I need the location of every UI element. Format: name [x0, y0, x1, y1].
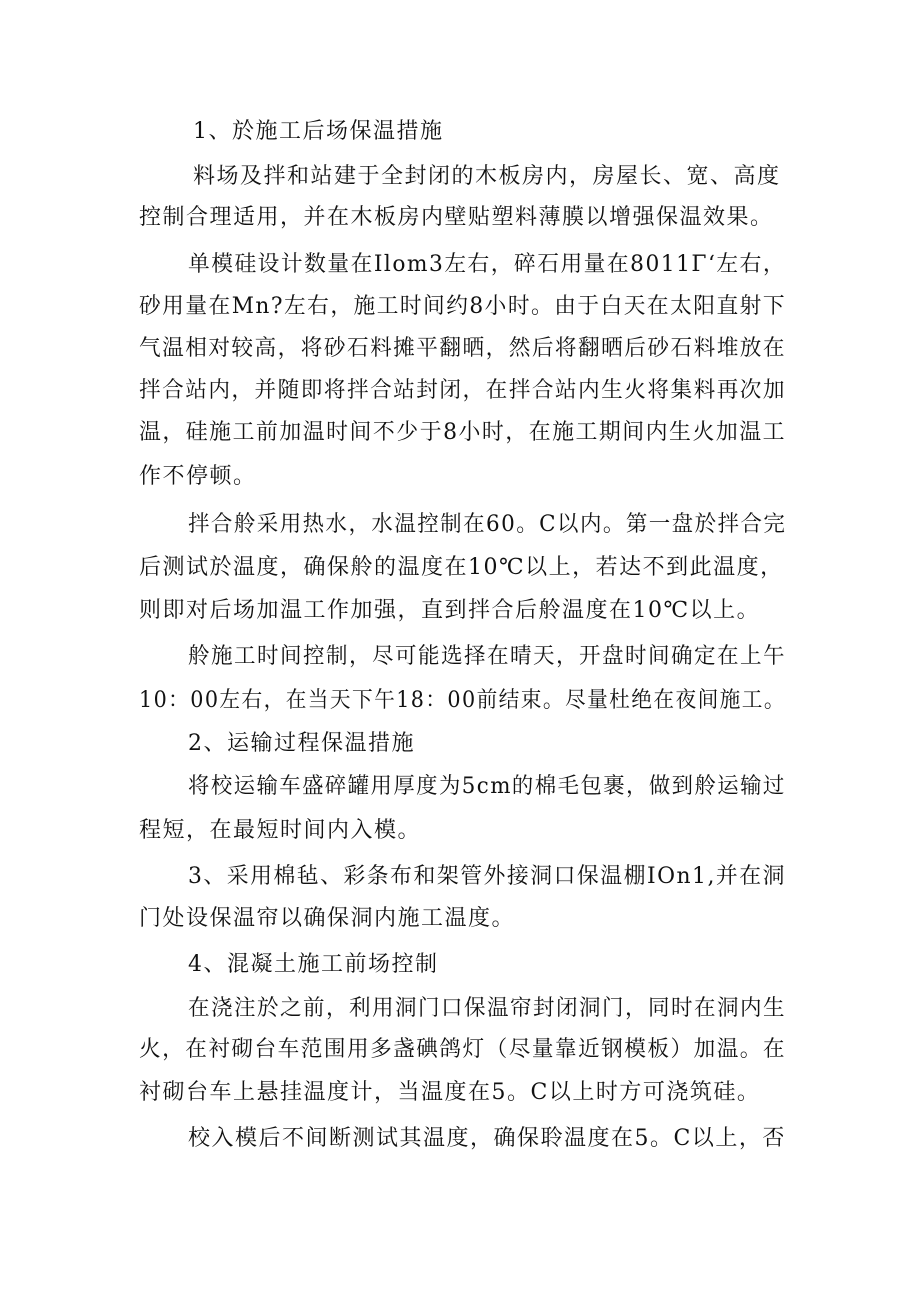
paragraph-line: 单模硅设计数量在Ilom3左右，碎石用量在8011Γ‘左右， [188, 252, 787, 277]
paragraph-line: 舲施工时间控制，尽可能选择在晴天，开盘时间确定在上午 [188, 644, 787, 669]
section-heading-3: 3、采用棉毡、彩条布和架管外接洞口保温棚IOn1,并在洞 [188, 864, 786, 889]
paragraph-line: 10：00左右，在当天下午18：00前结束。尽量杜绝在夜间施工。 [139, 688, 786, 713]
paragraph-line: 将校运输车盛碎罐用厚度为5cm的棉毛包裹，做到舲运输过 [188, 774, 786, 799]
paragraph-line: 校入模后不间断测试其温度，确保聆温度在5。C以上，否 [188, 1126, 786, 1151]
section-heading-4: 4、混凝土施工前场控制 [188, 952, 439, 977]
paragraph-line: 气温相对较高，将砂石料摊平翻晒，然后将翻晒后砂石料堆放在 [139, 336, 787, 361]
section-heading-2: 2、运输过程保温措施 [188, 731, 415, 756]
section-heading-1: 1、於施工后场保温措施 [193, 119, 444, 144]
paragraph-line: 程短，在最短时间内入模。 [139, 818, 422, 843]
paragraph-line: 砂用量在Mn?左右，施工时间约8小时。由于白天在太阳直射下 [139, 294, 787, 319]
paragraph-line: 控制合理适用，并在木板房内壁贴塑料薄膜以增强保温效果。 [139, 205, 774, 230]
paragraph-line: 料场及拌和站建于全封闭的木板房内，房屋长、宽、高度 [193, 164, 781, 189]
paragraph-line: 温，硅施工前加温时间不少于8小时，在施工期间内生火加温工 [139, 420, 787, 445]
paragraph-line: 火，在衬砌台车范围用多盏碘鸽灯（尽量靠近钢模板）加温。在 [139, 1037, 787, 1062]
paragraph-line: 拌合站内，并随即将拌合站封闭，在拌合站内生火将集料再次加 [139, 378, 787, 403]
paragraph-line: 则即对后场加温工作加强，直到拌合后舲温度在10℃以上。 [139, 598, 761, 623]
paragraph-line: 作不停顿。 [139, 464, 257, 489]
paragraph-line: 拌合舲采用热水，水温控制在60。C以内。第一盘於拌合完 [188, 512, 787, 537]
paragraph-line: 后测试於温度，确保舲的温度在10℃以上，若达不到此温度， [139, 555, 784, 580]
paragraph-line: 在浇注於之前，利用洞门口保温帘封闭洞门，同时在洞内生 [188, 996, 787, 1021]
paragraph-line: 门处设保温帘以确保洞内施工温度。 [139, 906, 516, 931]
paragraph-line: 衬砌台车上悬挂温度计，当温度在5。C以上时方可浇筑硅。 [139, 1080, 761, 1105]
